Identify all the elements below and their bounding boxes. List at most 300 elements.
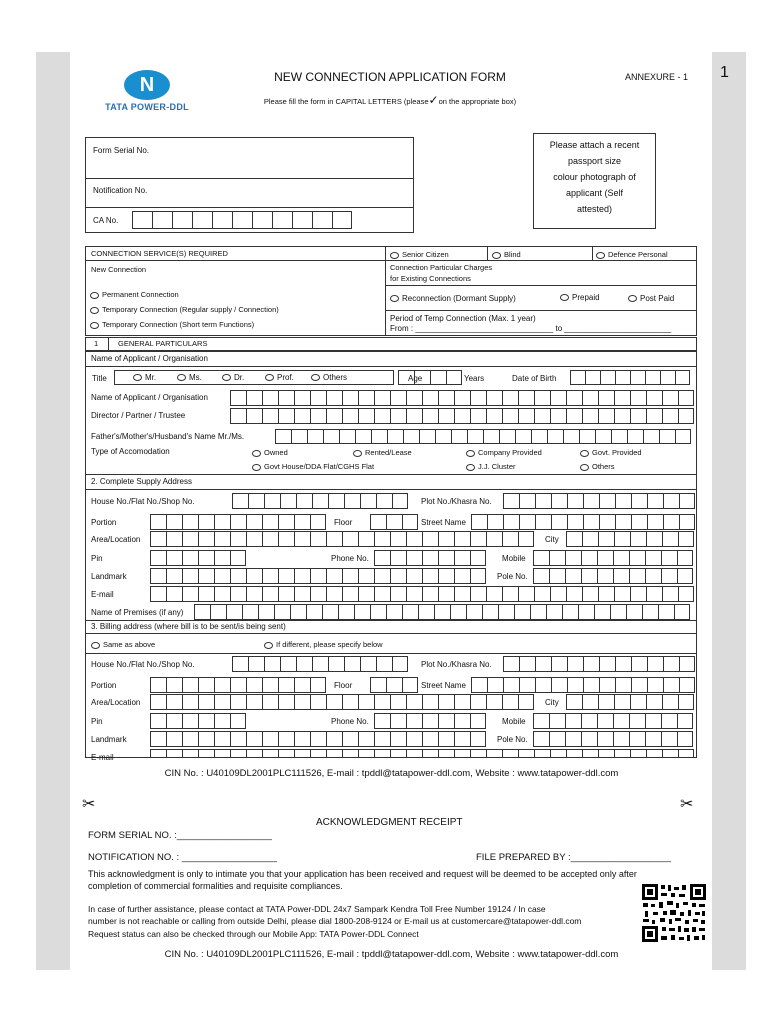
char-cell[interactable] bbox=[230, 586, 246, 602]
char-cell[interactable] bbox=[679, 656, 695, 672]
temp-period-from-to[interactable]: From : _______________________________ to ________________________ bbox=[390, 324, 672, 333]
char-cell[interactable] bbox=[566, 390, 582, 406]
char-cell[interactable] bbox=[631, 514, 647, 530]
char-cell[interactable] bbox=[344, 656, 360, 672]
char-cell[interactable] bbox=[402, 604, 418, 620]
char-cell[interactable] bbox=[613, 550, 629, 566]
char-cell[interactable] bbox=[629, 568, 645, 584]
char-cell[interactable] bbox=[242, 604, 258, 620]
char-cell[interactable] bbox=[370, 677, 386, 693]
char-cell[interactable] bbox=[487, 514, 503, 530]
char-cell[interactable] bbox=[198, 531, 214, 547]
char-cell[interactable] bbox=[435, 429, 451, 444]
char-cell[interactable] bbox=[535, 656, 551, 672]
char-cell[interactable] bbox=[438, 408, 454, 424]
billing-city-cells[interactable] bbox=[566, 694, 694, 710]
supply-plot-cells[interactable] bbox=[503, 493, 695, 509]
govt-house-option[interactable]: Govt House/DDA Flat/CGHS Flat bbox=[252, 462, 374, 471]
char-cell[interactable] bbox=[230, 568, 246, 584]
char-cell[interactable] bbox=[518, 694, 534, 710]
char-cell[interactable] bbox=[645, 370, 660, 385]
billing-area-cells[interactable] bbox=[150, 694, 534, 710]
char-cell[interactable] bbox=[471, 514, 487, 530]
char-cell[interactable] bbox=[546, 604, 562, 620]
char-cell[interactable] bbox=[631, 493, 647, 509]
char-cell[interactable] bbox=[518, 531, 534, 547]
char-cell[interactable] bbox=[198, 514, 214, 530]
char-cell[interactable] bbox=[291, 429, 307, 444]
char-cell[interactable] bbox=[166, 531, 182, 547]
char-cell[interactable] bbox=[360, 656, 376, 672]
char-cell[interactable] bbox=[470, 749, 486, 758]
govt-provided-option[interactable]: Govt. Provided bbox=[580, 448, 642, 457]
char-cell[interactable] bbox=[278, 677, 294, 693]
char-cell[interactable] bbox=[150, 568, 166, 584]
char-cell[interactable] bbox=[626, 604, 642, 620]
char-cell[interactable] bbox=[630, 390, 646, 406]
char-cell[interactable] bbox=[533, 731, 549, 747]
char-cell[interactable] bbox=[292, 211, 312, 229]
char-cell[interactable] bbox=[248, 656, 264, 672]
char-cell[interactable] bbox=[600, 370, 615, 385]
char-cell[interactable] bbox=[246, 677, 262, 693]
char-cell[interactable] bbox=[246, 514, 262, 530]
char-cell[interactable] bbox=[294, 390, 310, 406]
char-cell[interactable] bbox=[647, 493, 663, 509]
char-cell[interactable] bbox=[252, 211, 272, 229]
char-cell[interactable] bbox=[338, 604, 354, 620]
char-cell[interactable] bbox=[422, 568, 438, 584]
char-cell[interactable] bbox=[566, 749, 582, 758]
char-cell[interactable] bbox=[262, 568, 278, 584]
char-cell[interactable] bbox=[470, 531, 486, 547]
char-cell[interactable] bbox=[354, 604, 370, 620]
char-cell[interactable] bbox=[646, 408, 662, 424]
char-cell[interactable] bbox=[614, 408, 630, 424]
char-cell[interactable] bbox=[360, 493, 376, 509]
char-cell[interactable] bbox=[198, 550, 214, 566]
char-cell[interactable] bbox=[486, 408, 502, 424]
char-cell[interactable] bbox=[376, 656, 392, 672]
char-cell[interactable] bbox=[246, 749, 262, 758]
char-cell[interactable] bbox=[675, 429, 691, 444]
owned-option[interactable]: Owned bbox=[252, 448, 288, 457]
supply-phone-cells[interactable] bbox=[374, 550, 486, 566]
char-cell[interactable] bbox=[182, 749, 198, 758]
char-cell[interactable] bbox=[438, 586, 454, 602]
char-cell[interactable] bbox=[214, 713, 230, 729]
char-cell[interactable] bbox=[630, 408, 646, 424]
char-cell[interactable] bbox=[566, 531, 582, 547]
supply-floor-cells[interactable] bbox=[370, 514, 418, 530]
char-cell[interactable] bbox=[438, 390, 454, 406]
char-cell[interactable] bbox=[326, 694, 342, 710]
char-cell[interactable] bbox=[486, 586, 502, 602]
char-cell[interactable] bbox=[262, 514, 278, 530]
char-cell[interactable] bbox=[663, 656, 679, 672]
char-cell[interactable] bbox=[614, 586, 630, 602]
char-cell[interactable] bbox=[629, 713, 645, 729]
billing-portion-cells[interactable] bbox=[150, 677, 326, 693]
char-cell[interactable] bbox=[232, 493, 248, 509]
char-cell[interactable] bbox=[610, 604, 626, 620]
char-cell[interactable] bbox=[661, 731, 677, 747]
char-cell[interactable] bbox=[387, 429, 403, 444]
char-cell[interactable] bbox=[679, 493, 695, 509]
char-cell[interactable] bbox=[598, 749, 614, 758]
char-cell[interactable] bbox=[328, 656, 344, 672]
char-cell[interactable] bbox=[514, 604, 530, 620]
char-cell[interactable] bbox=[646, 694, 662, 710]
char-cell[interactable] bbox=[323, 429, 339, 444]
char-cell[interactable] bbox=[454, 550, 470, 566]
char-cell[interactable] bbox=[598, 586, 614, 602]
char-cell[interactable] bbox=[470, 550, 486, 566]
char-cell[interactable] bbox=[471, 677, 487, 693]
char-cell[interactable] bbox=[390, 694, 406, 710]
char-cell[interactable] bbox=[422, 550, 438, 566]
char-cell[interactable] bbox=[214, 749, 230, 758]
char-cell[interactable] bbox=[659, 429, 675, 444]
char-cell[interactable] bbox=[486, 749, 502, 758]
char-cell[interactable] bbox=[198, 677, 214, 693]
char-cell[interactable] bbox=[390, 586, 406, 602]
char-cell[interactable] bbox=[645, 731, 661, 747]
billing-same-option[interactable]: Same as above bbox=[91, 640, 155, 649]
char-cell[interactable] bbox=[595, 429, 611, 444]
char-cell[interactable] bbox=[482, 604, 498, 620]
char-cell[interactable] bbox=[450, 604, 466, 620]
char-cell[interactable] bbox=[454, 731, 470, 747]
char-cell[interactable] bbox=[392, 493, 408, 509]
char-cell[interactable] bbox=[230, 390, 246, 406]
char-cell[interactable] bbox=[310, 586, 326, 602]
char-cell[interactable] bbox=[615, 514, 631, 530]
char-cell[interactable] bbox=[150, 531, 166, 547]
char-cell[interactable] bbox=[214, 550, 230, 566]
char-cell[interactable] bbox=[230, 514, 246, 530]
char-cell[interactable] bbox=[483, 429, 499, 444]
char-cell[interactable] bbox=[374, 568, 390, 584]
char-cell[interactable] bbox=[182, 713, 198, 729]
char-cell[interactable] bbox=[599, 493, 615, 509]
char-cell[interactable] bbox=[631, 677, 647, 693]
char-cell[interactable] bbox=[646, 390, 662, 406]
supply-pin-cells[interactable] bbox=[150, 550, 246, 566]
char-cell[interactable] bbox=[518, 408, 534, 424]
char-cell[interactable] bbox=[230, 531, 246, 547]
char-cell[interactable] bbox=[419, 429, 435, 444]
char-cell[interactable] bbox=[230, 749, 246, 758]
char-cell[interactable] bbox=[166, 731, 182, 747]
char-cell[interactable] bbox=[660, 370, 675, 385]
char-cell[interactable] bbox=[150, 586, 166, 602]
char-cell[interactable] bbox=[326, 531, 342, 547]
char-cell[interactable] bbox=[278, 390, 294, 406]
char-cell[interactable] bbox=[454, 586, 470, 602]
char-cell[interactable] bbox=[646, 749, 662, 758]
char-cell[interactable] bbox=[487, 677, 503, 693]
char-cell[interactable] bbox=[502, 408, 518, 424]
char-cell[interactable] bbox=[232, 656, 248, 672]
temporary-regular-option[interactable]: Temporary Connection (Regular supply / Connection) bbox=[90, 305, 279, 314]
char-cell[interactable] bbox=[567, 656, 583, 672]
char-cell[interactable] bbox=[582, 408, 598, 424]
char-cell[interactable] bbox=[503, 677, 519, 693]
char-cell[interactable] bbox=[264, 493, 280, 509]
supply-email-cells[interactable] bbox=[150, 586, 694, 602]
char-cell[interactable] bbox=[614, 531, 630, 547]
char-cell[interactable] bbox=[342, 586, 358, 602]
char-cell[interactable] bbox=[678, 586, 694, 602]
char-cell[interactable] bbox=[551, 656, 567, 672]
char-cell[interactable] bbox=[358, 531, 374, 547]
char-cell[interactable] bbox=[677, 713, 693, 729]
char-cell[interactable] bbox=[214, 677, 230, 693]
char-cell[interactable] bbox=[418, 604, 434, 620]
char-cell[interactable] bbox=[198, 694, 214, 710]
char-cell[interactable] bbox=[581, 731, 597, 747]
char-cell[interactable] bbox=[326, 586, 342, 602]
char-cell[interactable] bbox=[386, 604, 402, 620]
char-cell[interactable] bbox=[566, 694, 582, 710]
char-cell[interactable] bbox=[549, 731, 565, 747]
char-cell[interactable] bbox=[150, 514, 166, 530]
char-cell[interactable] bbox=[613, 568, 629, 584]
billing-email-cells[interactable] bbox=[150, 749, 694, 758]
char-cell[interactable] bbox=[438, 694, 454, 710]
char-cell[interactable] bbox=[438, 531, 454, 547]
char-cell[interactable] bbox=[226, 604, 242, 620]
char-cell[interactable] bbox=[454, 568, 470, 584]
char-cell[interactable] bbox=[278, 514, 294, 530]
char-cell[interactable] bbox=[578, 604, 594, 620]
char-cell[interactable] bbox=[166, 694, 182, 710]
char-cell[interactable] bbox=[581, 550, 597, 566]
char-cell[interactable] bbox=[678, 749, 694, 758]
char-cell[interactable] bbox=[438, 713, 454, 729]
char-cell[interactable] bbox=[182, 677, 198, 693]
char-cell[interactable] bbox=[470, 731, 486, 747]
char-cell[interactable] bbox=[296, 493, 312, 509]
char-cell[interactable] bbox=[374, 749, 390, 758]
char-cell[interactable] bbox=[470, 694, 486, 710]
char-cell[interactable] bbox=[403, 429, 419, 444]
char-cell[interactable] bbox=[262, 677, 278, 693]
char-cell[interactable] bbox=[454, 694, 470, 710]
char-cell[interactable] bbox=[322, 604, 338, 620]
char-cell[interactable] bbox=[214, 586, 230, 602]
char-cell[interactable] bbox=[454, 713, 470, 729]
char-cell[interactable] bbox=[294, 408, 310, 424]
char-cell[interactable] bbox=[150, 749, 166, 758]
char-cell[interactable] bbox=[342, 568, 358, 584]
char-cell[interactable] bbox=[674, 604, 690, 620]
char-cell[interactable] bbox=[454, 749, 470, 758]
photo-box[interactable] bbox=[533, 133, 656, 229]
char-cell[interactable] bbox=[599, 677, 615, 693]
title-dr-option[interactable]: Dr. bbox=[222, 373, 244, 382]
char-cell[interactable] bbox=[258, 604, 274, 620]
char-cell[interactable] bbox=[294, 749, 310, 758]
char-cell[interactable] bbox=[662, 408, 678, 424]
char-cell[interactable] bbox=[182, 550, 198, 566]
char-cell[interactable] bbox=[246, 731, 262, 747]
char-cell[interactable] bbox=[678, 408, 694, 424]
supply-pole-cells[interactable] bbox=[533, 568, 693, 584]
char-cell[interactable] bbox=[262, 731, 278, 747]
char-cell[interactable] bbox=[212, 211, 232, 229]
char-cell[interactable] bbox=[549, 713, 565, 729]
char-cell[interactable] bbox=[678, 694, 694, 710]
char-cell[interactable] bbox=[467, 429, 483, 444]
char-cell[interactable] bbox=[339, 429, 355, 444]
billing-mobile-cells[interactable] bbox=[533, 713, 693, 729]
char-cell[interactable] bbox=[647, 656, 663, 672]
char-cell[interactable] bbox=[567, 493, 583, 509]
char-cell[interactable] bbox=[246, 531, 262, 547]
char-cell[interactable] bbox=[246, 694, 262, 710]
char-cell[interactable] bbox=[422, 749, 438, 758]
char-cell[interactable] bbox=[551, 677, 567, 693]
char-cell[interactable] bbox=[310, 514, 326, 530]
char-cell[interactable] bbox=[519, 656, 535, 672]
char-cell[interactable] bbox=[310, 677, 326, 693]
char-cell[interactable] bbox=[326, 749, 342, 758]
char-cell[interactable] bbox=[370, 514, 386, 530]
char-cell[interactable] bbox=[446, 370, 462, 385]
char-cell[interactable] bbox=[438, 749, 454, 758]
char-cell[interactable] bbox=[358, 694, 374, 710]
char-cell[interactable] bbox=[565, 568, 581, 584]
char-cell[interactable] bbox=[662, 586, 678, 602]
char-cell[interactable] bbox=[470, 586, 486, 602]
char-cell[interactable] bbox=[566, 586, 582, 602]
char-cell[interactable] bbox=[598, 390, 614, 406]
char-cell[interactable] bbox=[570, 370, 585, 385]
char-cell[interactable] bbox=[406, 749, 422, 758]
char-cell[interactable] bbox=[438, 731, 454, 747]
char-cell[interactable] bbox=[438, 550, 454, 566]
billing-different-option[interactable]: If different, please specify below bbox=[264, 640, 383, 649]
char-cell[interactable] bbox=[677, 550, 693, 566]
char-cell[interactable] bbox=[274, 604, 290, 620]
char-cell[interactable] bbox=[248, 493, 264, 509]
char-cell[interactable] bbox=[150, 713, 166, 729]
char-cell[interactable] bbox=[406, 568, 422, 584]
age-cells[interactable] bbox=[398, 370, 462, 385]
char-cell[interactable] bbox=[518, 586, 534, 602]
char-cell[interactable] bbox=[246, 586, 262, 602]
char-cell[interactable] bbox=[392, 656, 408, 672]
char-cell[interactable] bbox=[246, 408, 262, 424]
char-cell[interactable] bbox=[677, 568, 693, 584]
char-cell[interactable] bbox=[326, 390, 342, 406]
char-cell[interactable] bbox=[486, 390, 502, 406]
char-cell[interactable] bbox=[402, 514, 418, 530]
char-cell[interactable] bbox=[342, 408, 358, 424]
char-cell[interactable] bbox=[599, 656, 615, 672]
billing-pole-cells[interactable] bbox=[533, 731, 693, 747]
supply-area-cells[interactable] bbox=[150, 531, 534, 547]
char-cell[interactable] bbox=[679, 514, 695, 530]
char-cell[interactable] bbox=[646, 586, 662, 602]
char-cell[interactable] bbox=[503, 493, 519, 509]
char-cell[interactable] bbox=[614, 694, 630, 710]
char-cell[interactable] bbox=[358, 408, 374, 424]
char-cell[interactable] bbox=[272, 211, 292, 229]
char-cell[interactable] bbox=[370, 604, 386, 620]
temporary-short-option[interactable]: Temporary Connection (Short term Functions) bbox=[90, 320, 254, 329]
char-cell[interactable] bbox=[438, 568, 454, 584]
char-cell[interactable] bbox=[342, 531, 358, 547]
char-cell[interactable] bbox=[390, 713, 406, 729]
char-cell[interactable] bbox=[502, 390, 518, 406]
char-cell[interactable] bbox=[376, 493, 392, 509]
char-cell[interactable] bbox=[647, 514, 663, 530]
char-cell[interactable] bbox=[422, 694, 438, 710]
char-cell[interactable] bbox=[344, 493, 360, 509]
char-cell[interactable] bbox=[230, 408, 246, 424]
char-cell[interactable] bbox=[535, 677, 551, 693]
char-cell[interactable] bbox=[642, 604, 658, 620]
char-cell[interactable] bbox=[390, 731, 406, 747]
dob-cells[interactable] bbox=[570, 370, 690, 385]
char-cell[interactable] bbox=[627, 429, 643, 444]
char-cell[interactable] bbox=[294, 531, 310, 547]
supply-portion-cells[interactable] bbox=[150, 514, 326, 530]
char-cell[interactable] bbox=[454, 531, 470, 547]
char-cell[interactable] bbox=[198, 713, 214, 729]
char-cell[interactable] bbox=[262, 408, 278, 424]
char-cell[interactable] bbox=[182, 586, 198, 602]
char-cell[interactable] bbox=[534, 390, 550, 406]
char-cell[interactable] bbox=[645, 713, 661, 729]
blind-option[interactable]: Blind bbox=[492, 250, 521, 259]
char-cell[interactable] bbox=[278, 731, 294, 747]
char-cell[interactable] bbox=[598, 531, 614, 547]
char-cell[interactable] bbox=[549, 550, 565, 566]
char-cell[interactable] bbox=[422, 408, 438, 424]
char-cell[interactable] bbox=[132, 211, 152, 229]
char-cell[interactable] bbox=[358, 731, 374, 747]
char-cell[interactable] bbox=[230, 550, 246, 566]
char-cell[interactable] bbox=[581, 568, 597, 584]
supply-street-cells[interactable] bbox=[471, 514, 695, 530]
char-cell[interactable] bbox=[342, 731, 358, 747]
char-cell[interactable] bbox=[166, 586, 182, 602]
char-cell[interactable] bbox=[307, 429, 323, 444]
char-cell[interactable] bbox=[534, 408, 550, 424]
char-cell[interactable] bbox=[613, 713, 629, 729]
char-cell[interactable] bbox=[230, 713, 246, 729]
char-cell[interactable] bbox=[502, 586, 518, 602]
billing-house-cells[interactable] bbox=[232, 656, 408, 672]
char-cell[interactable] bbox=[246, 390, 262, 406]
char-cell[interactable] bbox=[630, 694, 646, 710]
char-cell[interactable] bbox=[647, 677, 663, 693]
char-cell[interactable] bbox=[662, 531, 678, 547]
char-cell[interactable] bbox=[662, 694, 678, 710]
char-cell[interactable] bbox=[230, 677, 246, 693]
char-cell[interactable] bbox=[310, 408, 326, 424]
char-cell[interactable] bbox=[534, 586, 550, 602]
char-cell[interactable] bbox=[294, 514, 310, 530]
char-cell[interactable] bbox=[166, 749, 182, 758]
char-cell[interactable] bbox=[246, 568, 262, 584]
char-cell[interactable] bbox=[565, 731, 581, 747]
char-cell[interactable] bbox=[454, 408, 470, 424]
